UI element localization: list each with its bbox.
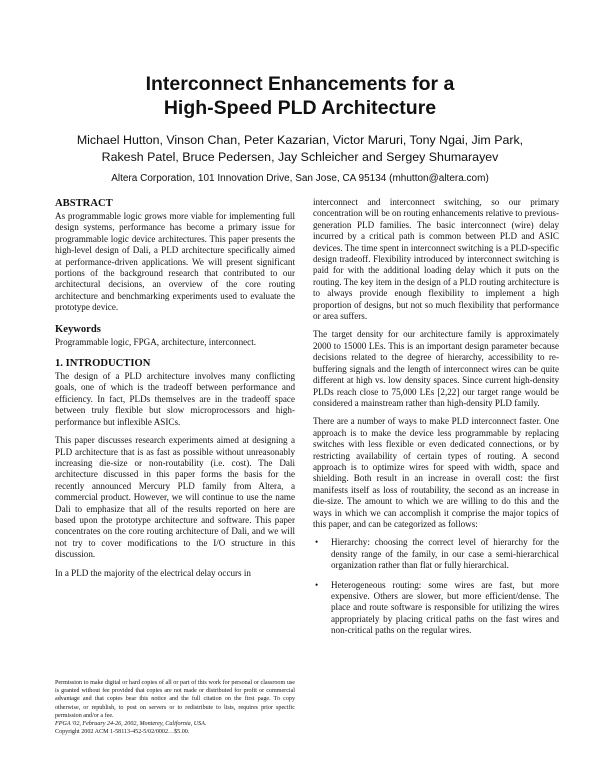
venue-line: FPGA '02, February 24-26, 2002, Monterey, California, USA. bbox=[55, 721, 207, 728]
bullet-icon: • bbox=[315, 579, 319, 590]
paper-title bbox=[0, 72, 600, 120]
copyright-line: Copyright 2002 ACM 1-58113-452-5/02/0002…$5.00. bbox=[55, 729, 190, 736]
authors-line-2: Rakesh Patel, Bruce Pedersen, Jay Schleicher and Sergey Shumarayev bbox=[101, 150, 499, 164]
title-line-1: Interconnect Enhancements for a bbox=[145, 73, 455, 95]
right-paragraph-3: There are a number of ways to make PLD interconnect faster. One approach is to make the device less programmable by replacing switches with less flexible or even dedicated connections, or by restricting availability of certain types of routing. A second approach is to optimize wires for speed with width, space and shielding. Both result in an increase in overall cost: the first manifests itself as loss of routability, the second as an increase in die-size. The amount to which we are willing to do this and the ways in which we can accomplish it comprise the major topics of this paper, and can be categorized as follows: bbox=[313, 416, 559, 529]
abstract-heading: ABSTRACT bbox=[55, 198, 113, 209]
list-item bbox=[313, 537, 559, 571]
intro-paragraph-2: This paper discusses research experiments aimed at designing a PLD architecture that is as fast as possible without unreasonably increasing die-size or non-routability (i.e. cost). The Dali architecture discussed in this paper forms the basis for the recently announced Mercury PLD family from Altera, a commercial product. However, we will continue to use the name Dali to emphasize that all of the results reported on here are based upon the prototype architecture and software. This paper concentrates on the core routing architecture of Dali, and we will not try to cover modifications to the I/O structure in this discussion. bbox=[55, 435, 295, 560]
title-line-2: High-Speed PLD Architecture bbox=[163, 97, 437, 119]
bullet-icon: • bbox=[315, 537, 319, 548]
left-column bbox=[55, 197, 295, 586]
author-list bbox=[40, 132, 560, 166]
right-column bbox=[313, 197, 559, 645]
permission-text: Permission to make digital or hard copies of all or part of this work for personal or classroom use is granted without fee provided that copies are not made or distributed for profit or commercial advantage and that copies bear this notice and the full citation on the first page. To copy otherwise, or republish, to post on servers or to redistribute to lists, requires prior specific permission and/or a fee. bbox=[55, 680, 295, 719]
right-paragraph-1: interconnect and interconnect switching, so our primary concentration will be on routing enhancements relative to previous-generation PLD families. The basic interconnect (wire) delay incurred by a critical path is common between PLD and ASIC devices. The time spent in interconnect switching is a PLD-specific design tradeoff. Flexibility introduced by interconnect switching is paid for with the additional loading delay which it puts on the routing. The key item in the design of a PLD routing architecture is to always provide enough flexibility to implement a high proportion of designs, but not so much flexibility that performance or area suffers. bbox=[313, 197, 559, 322]
list-item-text: Hierarchy: choosing the correct level of hierarchy for the density range of the family, in our case a semi-hierarchical organization rather than flat or fully hierarchical. bbox=[331, 537, 559, 571]
introduction-heading: 1. INTRODUCTION bbox=[55, 358, 151, 370]
authors-line-1: Michael Hutton, Vinson Chan, Peter Kazarian, Victor Maruri, Tony Ngai, Jim Park, bbox=[76, 133, 524, 147]
keywords-heading: Keywords bbox=[55, 323, 101, 335]
right-paragraph-2: The target density for our architecture family is approximately 2000 to 15000 LEs. This is an important design parameter because decisions related to the degree of hierarchy, accessibility to re-buffering signals and the length of interconnect wires can be quite different at high vs. low density spaces. Since current high-density PLDs reach close to 75,000 LEs [2,22] our target range would be considered a mainstream rather than high-density PLD family. bbox=[313, 329, 559, 408]
abstract-text: As programmable logic grows more viable for implementing full design systems, performance has become a primary issue for programmable logic device architectures. This paper presents the high-level design of Dali, a PLD architecture specifically aimed at performance-driven applications. We will present significant portions of the background research that contributed to our architectural decisions, an overview of the core routing architecture and benchmarking experiments used to evaluate the prototype device. bbox=[55, 211, 295, 313]
topic-list bbox=[313, 537, 559, 636]
list-item bbox=[313, 580, 559, 637]
intro-paragraph-3: In a PLD the majority of the electrical delay occurs in bbox=[55, 567, 251, 578]
copyright-notice bbox=[55, 679, 295, 736]
affiliation: Altera Corporation, 101 Innovation Drive, San Jose, CA 95134 (mhutton@altera.com) bbox=[111, 173, 489, 184]
keywords-text: Programmable logic, FPGA, architecture, interconnect. bbox=[55, 336, 257, 347]
list-item-text: Heterogeneous routing: some wires are fast, but more expensive. Others are slower, but more efficient/dense. The place and route software is responsible for utilizing the wires appropriately by placing critical paths on the fast wires and non-critical paths on the regular wires. bbox=[331, 579, 559, 636]
intro-paragraph-1: The design of a PLD architecture involves many conflicting goals, one of which is the tradeoff between performance and efficiency. In fact, PLDs themselves are in the tradeoff space between truly flexible but slow microprocessors and high-performance but inflexible ASICs. bbox=[55, 371, 295, 427]
